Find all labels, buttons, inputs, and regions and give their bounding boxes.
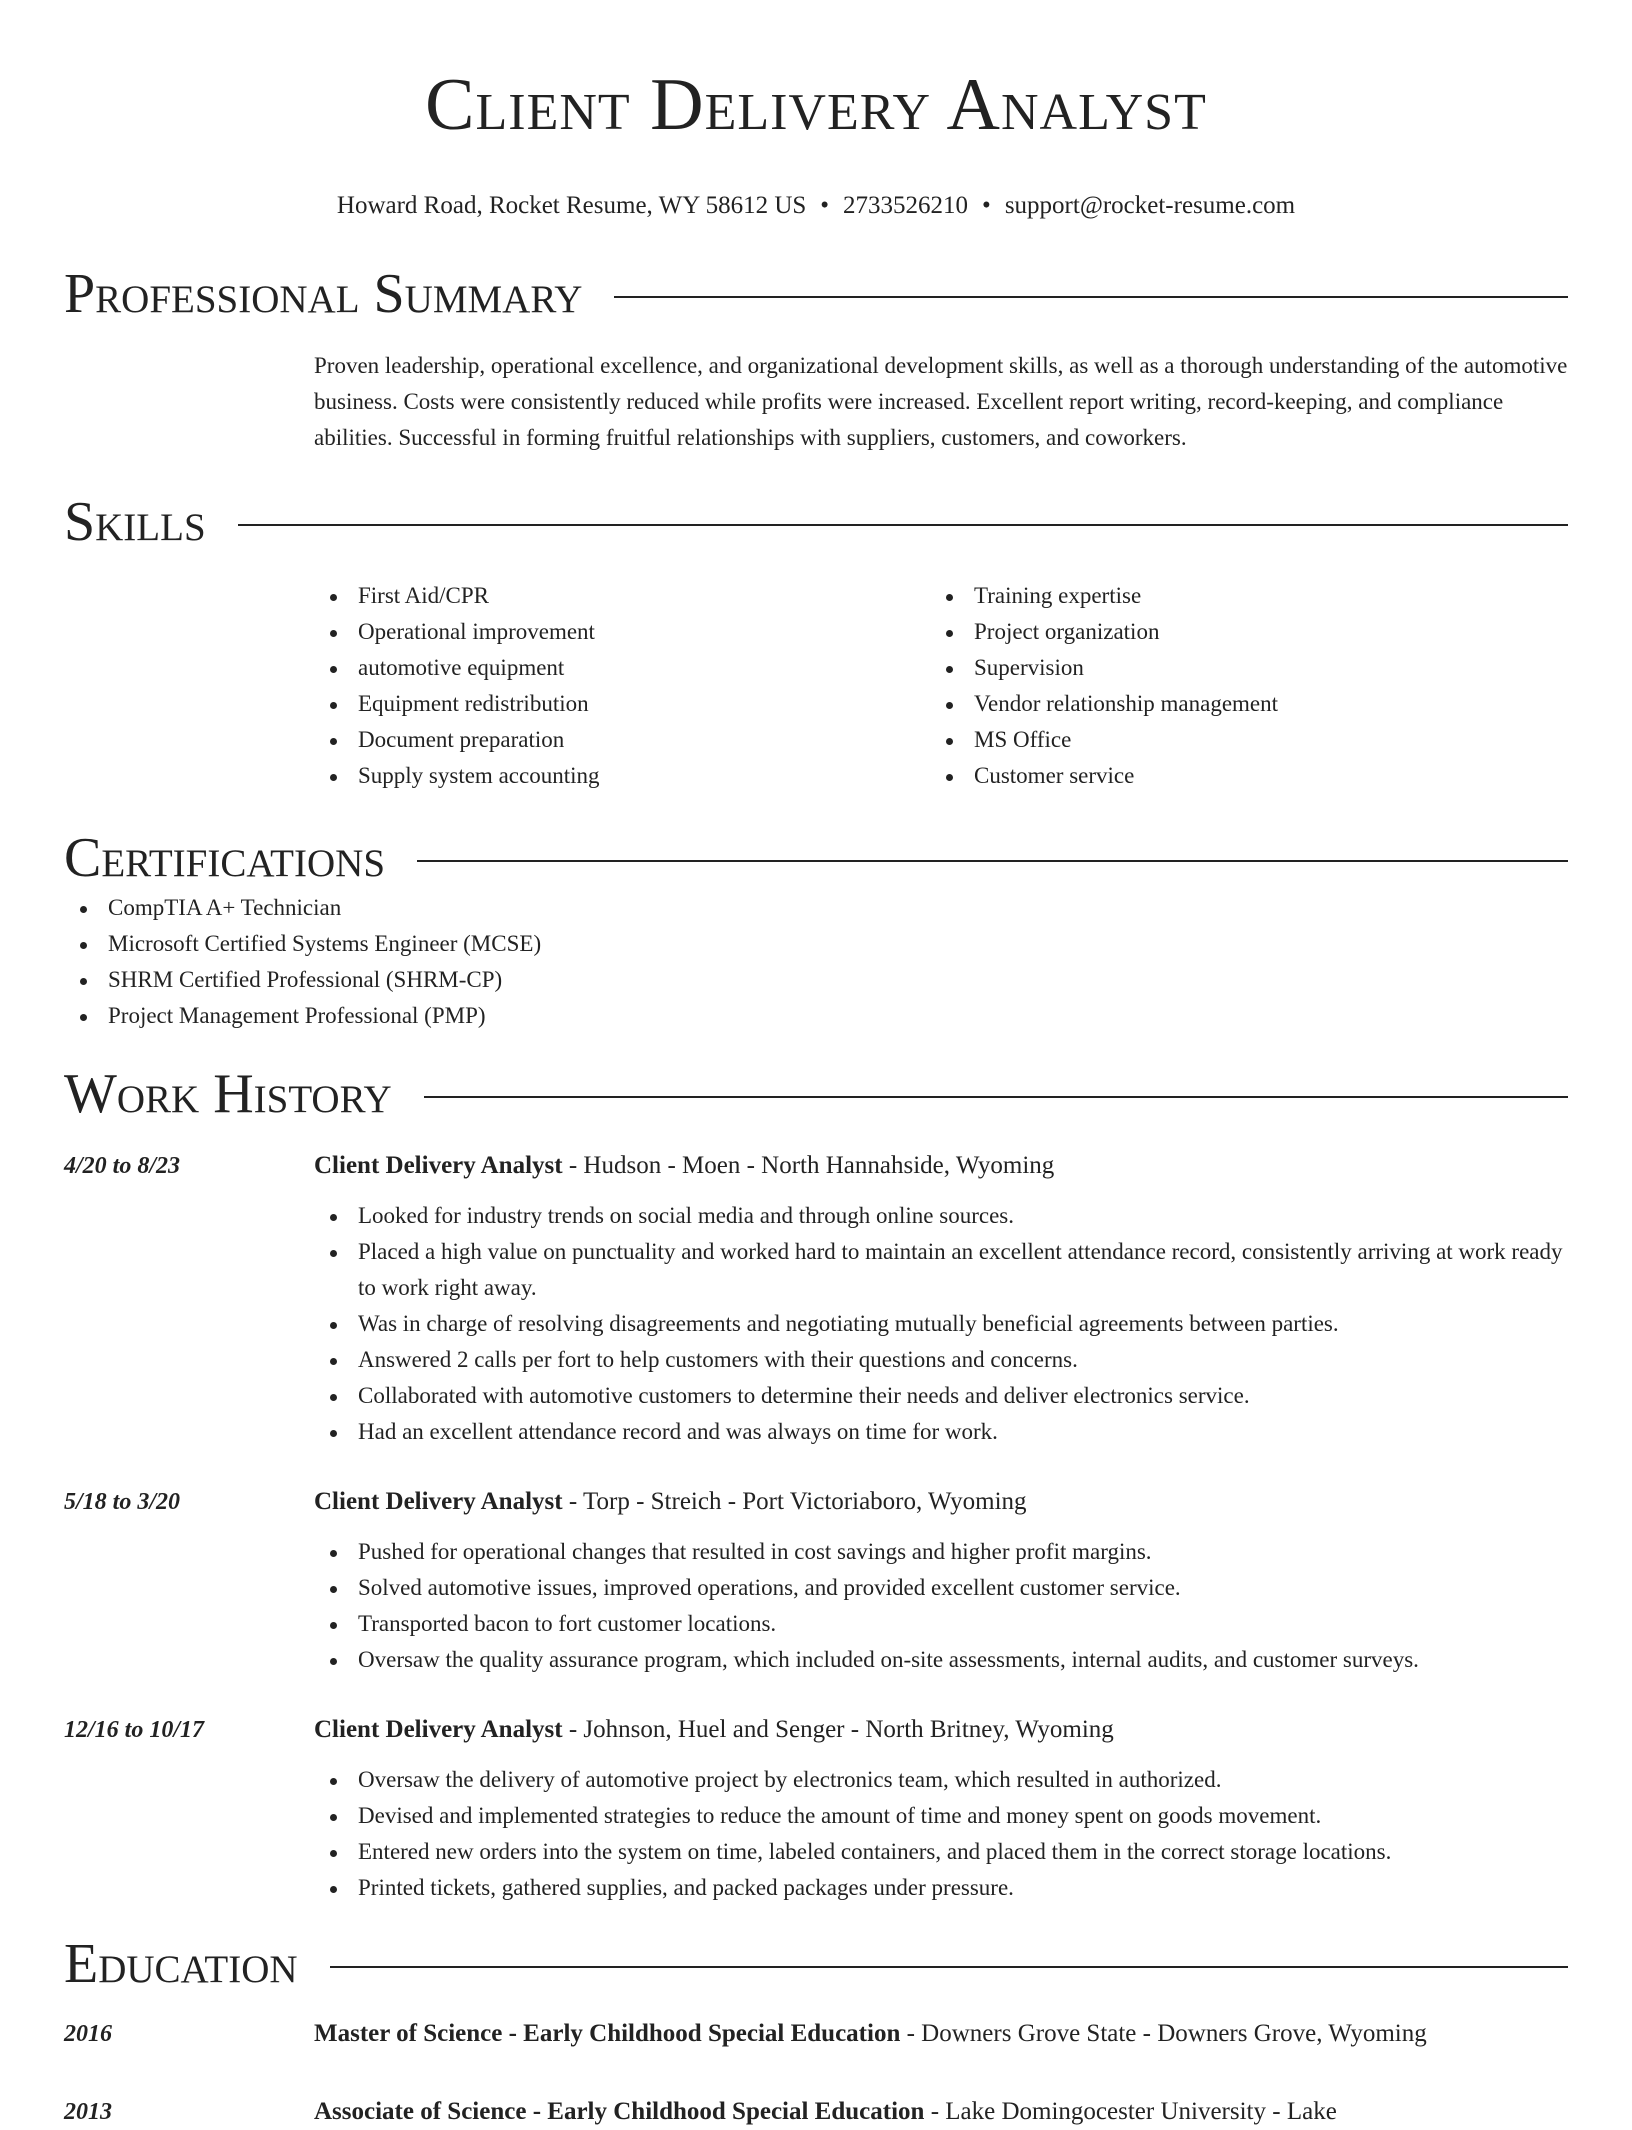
certifications-list — [64, 890, 1568, 1034]
job-bullet: Transported bacon to fort customer locations. — [314, 1606, 1568, 1642]
skill-item: Document preparation — [314, 722, 930, 758]
skill-item: Project organization — [930, 614, 1568, 650]
job-bullet: Was in charge of resolving disagreements and negotiating mutually beneficial agreements between parties. — [314, 1306, 1568, 1342]
education-school: - Lake Domingocester University - Lake — [924, 2098, 1337, 2125]
skills-heading: Skills — [64, 491, 206, 553]
certification-item: Project Management Professional (PMP) — [64, 998, 1568, 1034]
job-entry — [64, 1712, 1568, 1906]
job-title: Client Delivery Analyst — [314, 1152, 563, 1179]
education-degree: Master of Science - Early Childhood Special Education — [314, 2020, 901, 2047]
skill-item: Vendor relationship management — [930, 686, 1568, 722]
skill-item: First Aid/CPR — [314, 578, 930, 614]
skill-item: Supervision — [930, 650, 1568, 686]
job-bullets — [314, 1534, 1568, 1678]
contact-separator: • — [982, 192, 991, 219]
skills-list-right — [930, 578, 1568, 794]
job-employer: - Hudson - Moen - North Hannahside, Wyoming — [562, 1152, 1055, 1179]
education-line — [314, 2016, 1568, 2052]
job-bullet: Answered 2 calls per fort to help customers with their questions and concerns. — [314, 1342, 1568, 1378]
summary-text: Proven leadership, operational excellence, and organizational development skills, as well as a thorough understanding of the automotive business. Costs were consistently reduced while profits were increased. Excellent report writing, record-keeping, and compliance abilities. Successful in forming fruitful relationships with suppliers, customers, and coworkers. — [314, 353, 1568, 450]
contact-phone: 2733526210 — [843, 192, 969, 219]
job-dates: 12/16 to 10/17 — [64, 1717, 205, 1743]
skill-item: Customer service — [930, 758, 1568, 794]
certification-item: SHRM Certified Professional (SHRM-CP) — [64, 962, 1568, 998]
education-line — [314, 2094, 1568, 2130]
job-bullet: Devised and implemented strategies to reduce the amount of time and money spent on goods movement. — [314, 1798, 1568, 1834]
job-entry — [64, 1484, 1568, 1678]
resume-page — [64, 0, 1568, 2130]
contact-email[interactable]: support@rocket-resume.com — [1004, 192, 1296, 219]
job-bullets — [314, 1198, 1568, 1450]
education-year: 2013 — [64, 2099, 112, 2125]
section-divider — [417, 860, 1568, 862]
skill-item: MS Office — [930, 722, 1568, 758]
skill-item: automotive equipment — [314, 650, 930, 686]
skills-section-header — [64, 490, 1568, 554]
certifications-heading: Certifications — [64, 827, 386, 889]
job-employer: - Torp - Streich - Port Victoriaboro, Wyoming — [562, 1488, 1027, 1515]
job-bullet: Solved automotive issues, improved operations, and provided excellent customer service. — [314, 1570, 1568, 1606]
section-divider — [238, 524, 1568, 526]
education-entry — [64, 2016, 1568, 2052]
contact-line — [64, 190, 1568, 222]
job-title-line — [314, 1148, 1568, 1184]
education-heading: Education — [64, 1933, 298, 1995]
section-divider — [614, 296, 1568, 298]
job-employer: - Johnson, Huel and Senger - North Britney, Wyoming — [562, 1716, 1114, 1743]
job-bullets — [314, 1762, 1568, 1906]
contact-separator: • — [820, 192, 830, 219]
job-bullet: Had an excellent attendance record and was always on time for work. — [314, 1414, 1568, 1450]
education-degree: Associate of Science - Early Childhood Special Education — [314, 2098, 925, 2125]
job-dates: 5/18 to 3/20 — [64, 1489, 181, 1515]
job-bullet: Entered new orders into the system on time, labeled containers, and placed them in the correct storage locations. — [314, 1834, 1568, 1870]
section-divider — [424, 1096, 1568, 1098]
job-bullet: Printed tickets, gathered supplies, and packed packages under pressure. — [314, 1870, 1568, 1906]
job-bullet: Pushed for operational changes that resulted in cost savings and higher profit margins. — [314, 1534, 1568, 1570]
job-entry — [64, 1148, 1568, 1450]
contact-address: Howard Road, Rocket Resume, WY 58612 US — [336, 192, 807, 219]
education-school: - Downers Grove State - Downers Grove, Wyoming — [900, 2020, 1427, 2047]
job-bullet: Oversaw the quality assurance program, which included on-site assessments, internal audits, and customer surveys. — [314, 1642, 1568, 1678]
job-bullet: Looked for industry trends on social media and through online sources. — [314, 1198, 1568, 1234]
certification-item: CompTIA A+ Technician — [64, 890, 1568, 926]
job-title: Client Delivery Analyst — [314, 1716, 563, 1743]
skill-item: Supply system accounting — [314, 758, 930, 794]
job-bullet: Oversaw the delivery of automotive project by electronics team, which resulted in authorized. — [314, 1762, 1568, 1798]
job-title: Client Delivery Analyst — [314, 1488, 563, 1515]
candidate-name: Client Delivery Analyst — [425, 64, 1207, 146]
job-title-line — [314, 1484, 1568, 1520]
education-entry — [64, 2094, 1568, 2130]
job-dates: 4/20 to 8/23 — [64, 1153, 181, 1179]
skill-item: Operational improvement — [314, 614, 930, 650]
summary-heading: Professional Summary — [64, 263, 583, 325]
skill-item: Training expertise — [930, 578, 1568, 614]
job-title-line — [314, 1712, 1568, 1748]
education-year: 2016 — [64, 2021, 112, 2047]
education-section-header — [64, 1932, 1568, 1996]
summary-section-header — [64, 262, 1568, 326]
section-divider — [330, 1966, 1568, 1968]
skill-item: Equipment redistribution — [314, 686, 930, 722]
skills-list-left — [314, 578, 930, 794]
work-section-header — [64, 1062, 1568, 1126]
work-heading: Work History — [64, 1063, 392, 1125]
job-bullet: Placed a high value on punctuality and worked hard to maintain an excellent attendance record, consistently arriving at work ready to work right away. — [314, 1234, 1568, 1306]
skills-grid — [314, 578, 1568, 794]
job-bullet: Collaborated with automotive customers to determine their needs and deliver electronics service. — [314, 1378, 1568, 1414]
certification-item: Microsoft Certified Systems Engineer (MCSE) — [64, 926, 1568, 962]
certifications-section-header — [64, 826, 1568, 890]
